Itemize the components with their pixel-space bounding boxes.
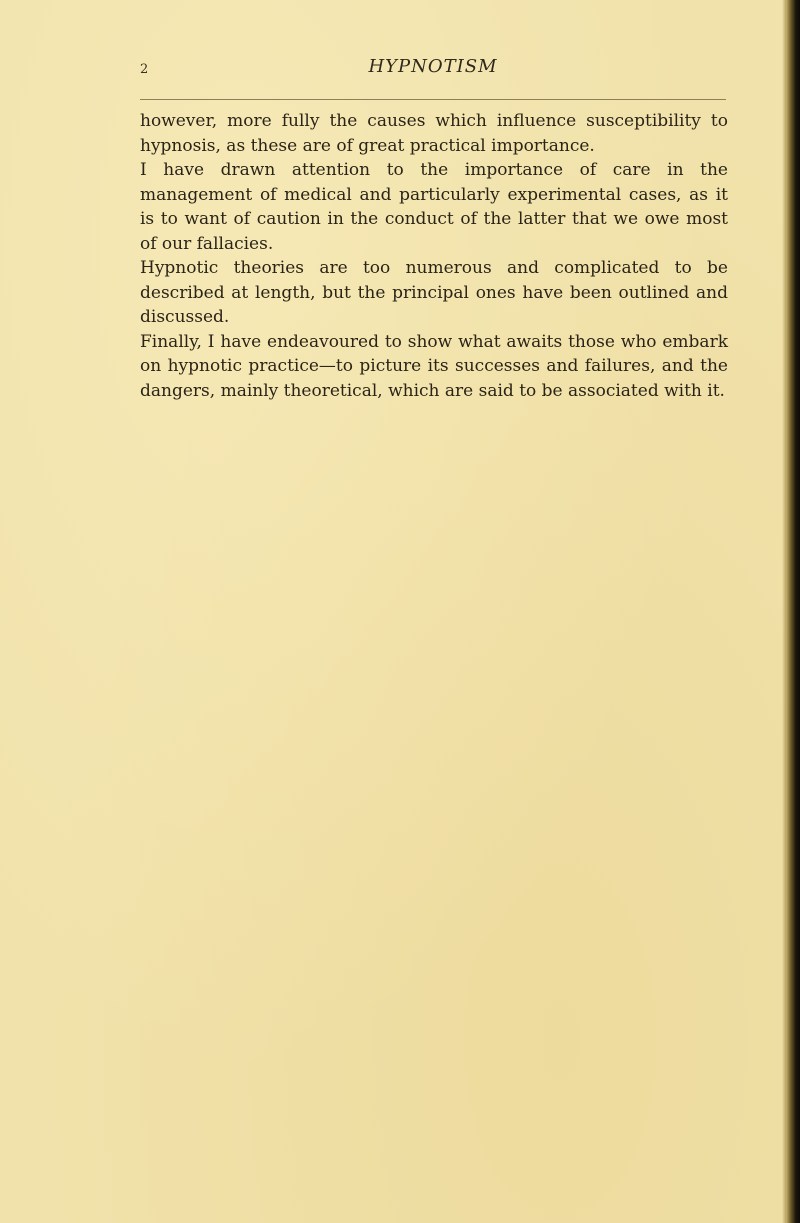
running-title: HYPNOTISM [368, 56, 498, 77]
paragraph-2: I have drawn attention to the importance of care in the management of medical and particularly experimental cases, as it is to want of caution in the conduct of the latter that we owe most of our fallacies. [140, 160, 728, 254]
paragraph-4: Finally, I have endeavoured to show what awaits those who embark on hypnotic practice—to picture its successes and failures, and the dangers, mainly theoretical, which are said to be associated with it. [140, 331, 728, 401]
book-spine [786, 0, 800, 1223]
page-number: 2 [140, 62, 149, 77]
paragraph-3: Hypnotic theories are too numerous and complicated to be described at length, but the principal ones have been outlined and discussed. [140, 258, 728, 327]
body-text [140, 109, 728, 403]
header-rule [140, 99, 726, 100]
paragraph-1: however, more fully the causes which influence susceptibility to hypnosis, as these are of great practical importance. [140, 111, 728, 156]
page-header [140, 56, 726, 90]
